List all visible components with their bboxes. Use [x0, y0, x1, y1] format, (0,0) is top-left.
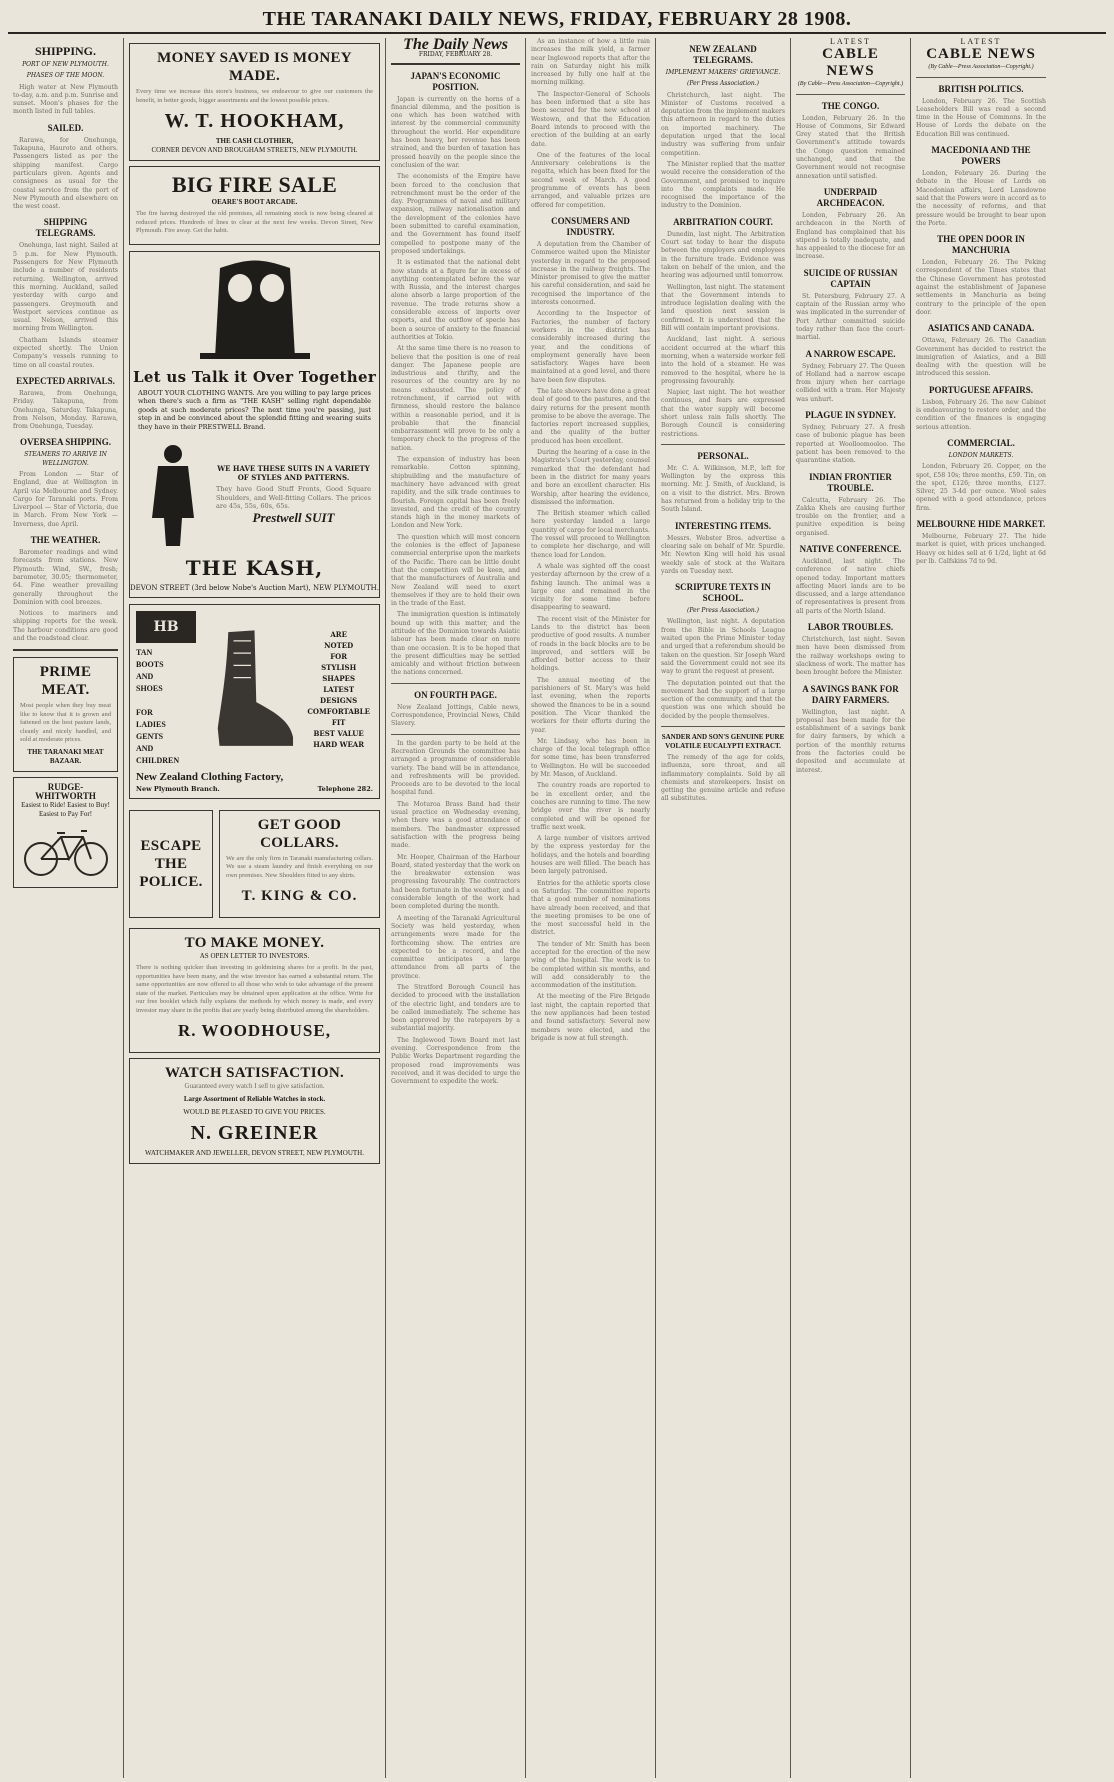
- escape-line-1: ESCAPE: [140, 837, 202, 854]
- make-money-sub: AS OPEN LETTER TO INVESTORS.: [199, 952, 310, 961]
- plague-heading: PLAGUE IN SYDNEY.: [805, 410, 896, 421]
- boot-qualities: [304, 629, 373, 750]
- hb-logo: HB: [136, 611, 196, 643]
- savings-heading: A SAVINGS BANK FOR DAIRY FARMERS.: [802, 683, 899, 705]
- text-block: Notices to mariners and shipping reports for the week. The harbour conditions are good and the roadstead clear.: [13, 610, 118, 643]
- make-money-ad: TO MAKE MONEY. AS OPEN LETTER TO INVESTORS. There is nothing quicker than investing in goldmining shares for a profit. In the past, opportunities have been many, and the wise investor has earned a substantial return. The same opportunities are now offered to all those who wish to take advantage of the present state of the market. Particulars may be obtained upon application at the office. Write for our free booklet which fully explains the methods by which money is made, and every investor may share in the profits that are yearly being distributed among the shareholders. R. WOODHOUSE,: [129, 928, 380, 1053]
- dateline: FRIDAY, FEBRUARY 28.: [418, 51, 493, 59]
- paper-title: The Daily News: [403, 38, 508, 53]
- rudge-tagline: Easiest to Ride! Easiest to Buy! Easiest to Pay For!: [21, 800, 110, 818]
- boot-quality-item: ARE: [330, 629, 347, 639]
- rudge-ad: [13, 777, 118, 888]
- men-talking-illustration: [180, 258, 330, 368]
- text-block: Onehunga, last night. Sailed at 5 p.m. for New Plymouth. Passengers for New Plymouth include a number of residents returning. Wellington, arrived this morning. Auckland, sailed yesterday with cargo and passengers. Greymouth and Westport services continue as usual. Nelson, arrived this morning from Wellington.: [13, 242, 118, 333]
- collars-ad: GET GOOD COLLARS. We are the only firm in Taranaki manufacturing collars. We use a steam laundry and finish everything on our own premises. New Shoulders fitted to any shirts. T. KING & CO.: [219, 810, 380, 919]
- boot-arcade: OEARE'S BOOT ARCADE.: [211, 198, 298, 206]
- boots-ad: [129, 604, 380, 799]
- congo-heading: THE CONGO.: [821, 100, 880, 111]
- text-block: Rarawa, from Onehunga, Friday. Takapuna, from Onehunga, Saturday. Takapuna, from Nelson, Monday. Rarawa, from Onehunga, Tuesday.: [13, 389, 118, 431]
- greiner-name: N. GREINER: [190, 1122, 319, 1145]
- native-heading: NATIVE CONFERENCE.: [799, 543, 902, 554]
- hookham-ad: MONEY SAVED IS MONEY MADE. Every time we increase this store's business, we endeavour to give our customers the benefit, in better goods, bigger assortments and the lowest possible prices. W. T. HOOKHAM, THE CASH CLOTHIER, CORNER DEVON AND BROUGHAM STREETS, NEW PLYMOUTH.: [129, 43, 380, 161]
- fire-sale-ad: BIG FIRE SALE OEARE'S BOOT ARCADE. The fire having destroyed the old premises, all remaining stock is now being cleared at reduced prices. Hundreds of lines to clear at the next few weeks. Devon Street, New Plymouth. Fire away. Get the habit.: [129, 166, 380, 245]
- boot-list: [136, 647, 196, 767]
- macedonia-heading: MACEDONIA AND THE POWERS: [931, 145, 1031, 167]
- watch-title: WATCH SATISFACTION.: [164, 1065, 345, 1082]
- boot-quality-item: HARD WEAR: [313, 739, 365, 749]
- expected-arrivals-heading: EXPECTED ARRIVALS.: [16, 375, 115, 386]
- asiatics-heading: ASIATICS AND CANADA.: [927, 323, 1035, 334]
- king-co: T. KING & CO.: [241, 888, 358, 905]
- interesting-heading: INTERESTING ITEMS.: [674, 520, 772, 531]
- money-saved-title: MONEY SAVED IS MONEY MADE.: [157, 50, 352, 84]
- boot-list-item: BOOTS: [136, 660, 164, 669]
- suits-variety: WE HAVE THESE SUITS IN A VARIETY OF STYLES AND PATTERNS.: [217, 464, 370, 483]
- collars-title: GET GOOD COLLARS.: [257, 816, 342, 851]
- labor-heading: LABOR TROUBLES.: [807, 622, 894, 633]
- british-heading: BRITISH POLITICS.: [938, 83, 1024, 94]
- prime-meat-title: PRIME MEAT.: [39, 664, 92, 699]
- column-advertisements: [124, 38, 386, 1778]
- cash-clothier: THE CASH CLOTHIER,: [215, 137, 294, 145]
- commercial-heading: COMMERCIAL.: [947, 437, 1015, 448]
- sailed-heading: SAILED.: [47, 122, 84, 133]
- column-nz-telegrams: NEW ZEALAND TELEGRAMS. IMPLEMENT MAKERS' GRIEVANCE. (Per Press Association.) Christchurch, last night. The Minister of Customs received a deputation from the implement makers this afternoon in regard to the duties on imported machinery. The deputation urged that the local industry was suffering from unfair competition. The Minister replied that the matter would receive the consideration of the Government, and promised to inquire into the complaints made. He recognised the importance of the industry to the Dominion. ARBITRATION COURT. Dunedin, last night. The Arbitration Court sat today to hear the dispute between the employers and employees in the furniture trade. Evidence was taken on behalf of the union, and the hearing was adjourned until tomorrow. Wellington, last night. The statement that the Government intends to introduce legislation dealing with the land question next session is confirmed. It is understood that the Bill will contain important provisions. Auckland, last night. A serious accident occurred at the wharf this morning, when a waterside worker fell into the hold of a steamer. He was removed to the hospital, where he is progressing favourably. Napier, last night. The hot weather continues, and fears are expressed that the water supply will become short unless rain falls shortly. The Borough Council is considering restrictions. PERSONAL. Mr. C. A. Wilkinson, M.P., left for Wellington by the express this morning. Mr. J. Smith, of Auckland, is on a visit to the district. Mrs. Brown has returned from a holiday trip to the South Island. INTERESTING ITEMS. Messrs. Webster Bros. advertise a clearing sale on behalf of Mr. Spurdle. Mr. Newton King will hold his usual weekly sale of stock at the Waitara yards on Tuesday next. SCRIPTURE TEXTS IN SCHOOL. (Per Press Association.) Wellington, last night. A deputation from the Bible in Schools League waited upon the Prime Minister today and urged that a referendum should be taken on the question. Sir Joseph Ward said the Government could not see its way to grant the request at present. The deputation pointed out that the movement had the support of a large section of the community, and that the question was one which should be decided by the people themselves. SANDER AND SON'S GENUINE PURE VOLATILE EUCALYPTI EXTRACT. The remedy of the age for colds, influenza, sore throat, and all inflammatory complaints. Sold by all chemists and storekeepers. Insist on getting the genuine article and refuse all substitutes.: [656, 38, 791, 1778]
- suicide-heading: SUICIDE OF RUSSIAN CAPTAIN: [803, 267, 898, 289]
- hookham-name: W. T. HOOKHAM,: [164, 110, 345, 132]
- narrow-escape-heading: A NARROW ESCAPE.: [805, 348, 896, 359]
- weather-heading: THE WEATHER.: [30, 535, 101, 546]
- talk-over-body: ABOUT YOUR CLOTHING WANTS. Are you willing to pay large prices when there's such a firm as "THE KASH" selling right dependable goods at such moderate prices? The next time you're passing, just step in and be convinced about the splendid fitting and wearing suits they have in their PRESTWELL Brand.: [138, 388, 371, 431]
- give-prices: WOULD BE PLEASED TO GIVE YOU PRICES.: [183, 1108, 326, 1117]
- port-heading: PORT OF NEW PLYMOUTH.: [22, 61, 109, 68]
- boot-quality-item: NOTED: [324, 640, 354, 650]
- kash-name: THE KASH,: [185, 556, 324, 580]
- woodhouse-name: R. WOODHOUSE,: [178, 1021, 331, 1041]
- eucalyptus-heading: SANDER AND SON'S GENUINE PURE VOLATILE EUCALYPTI EXTRACT.: [661, 733, 785, 750]
- melbourne-heading: MELBOURNE HIDE MARKET.: [916, 518, 1046, 529]
- text-block: High water at New Plymouth to-day, a.m. and p.m. Sunrise and sunset. Moon's phases for the month listed in full tables.: [13, 83, 118, 116]
- watch-stock: Large Assortment of Reliable Watches in stock.: [183, 1095, 326, 1104]
- shipping-heading: SHIPPING.: [34, 44, 96, 58]
- columns: [8, 38, 1106, 1778]
- shipping-telegrams-heading: SHIPPING TELEGRAMS.: [35, 217, 96, 239]
- boot-list-item: FOR: [136, 708, 153, 717]
- paper-title-block: [391, 38, 520, 65]
- kash-ad: Let us Talk it Over Together ABOUT YOUR CLOTHING WANTS. Are you willing to pay large prices when there's such a firm as "THE KASH" selling right dependable goods at such moderate prices? The next time you're passing, just step in and be convinced about the splendid fitting and wearing suits they have in their PRESTWELL Brand. WE HAVE THESE SUITS IN A VARIETY OF STYLES AND PATTERNS. They have Good Stuff Fronts, Good Square Shoulders, and Well-fitting Collars. The prices are 45s, 55s, 60s, 65s. Prestwell SUIT THE KASH, DEVON STREET (3rd below Nobe's Auction Mart), NEW PLYMOUTH.: [129, 251, 380, 599]
- column-cable-news-2: LATEST CABLE NEWS (By Cable—Press Association—Copyright.) BRITISH POLITICS. London, February 26. The Scottish Leaseholders Bill was read a second time in the House of Commons. In the House of Lords the debate on the Education Bill was continued. MACEDONIA AND THE POWERS London, February 26. During the debate in the House of Lords on Macedonian affairs, Lord Lansdowne said that the Powers were in accord as to the necessity of reforms, and that pressure would be brought to bear upon the Porte. THE OPEN DOOR IN MANCHURIA London, February 26. The Peking correspondent of the Times states that the Chinese Government has protested against the establishment of Japanese settlements in Manchuria as being contrary to the principle of the open door. ASIATICS AND CANADA. Ottawa, February 26. The Canadian Government has decided to restrict the immigration of Asiatics, and a Bill dealing with the question will be introduced this session. PORTUGUESE AFFAIRS. Lisbon, February 26. The new Cabinet is endeavouring to restore order, and the condition of the finances is engaging serious attention. COMMERCIAL. LONDON MARKETS. London, February 26. Copper, on the spot, £58 10s; three months, £59. Tin, on the spot, £126; three months, £127. Silver, 25 3-4d per ounce. Wool sales opened with a good attendance, prices firm. MELBOURNE HIDE MARKET. Melbourne, February 27. The hide market is quiet, with prices unchanged. Heavy ox hides sell at 6 1/2d, light at 6d per lb. Calfskins 7d to 9d.: [916, 38, 1046, 565]
- escape-police-ad: [129, 810, 213, 919]
- boot-list-item: [136, 695, 196, 707]
- talk-over-title: Let us Talk it Over Together: [132, 367, 377, 386]
- press-association-1: (Per Press Association.): [687, 80, 759, 88]
- boot-list-item: AND: [136, 672, 154, 681]
- open-door-heading: THE OPEN DOOR IN MANCHURIA: [937, 234, 1025, 256]
- nz-branch: New Plymouth Branch.: [136, 785, 220, 794]
- bicycle-icon: [21, 819, 111, 879]
- masthead: THE TARANAKI DAILY NEWS, FRIDAY, FEBRUARY 28 1908.: [8, 6, 1106, 34]
- column-editorial: The Daily News FRIDAY, FEBRUARY 28. JAPAN'S ECONOMIC POSITION. Japan is currently on the horns of a financial dilemma, and the position is one which has been watched with interest by the commercial community throughout the world. Her expenditure has been heavy, her revenue has been strained, and the burden of taxation has pressed heavily on the people since the conclusion of the war. The economists of the Empire have been forced to the conclusion that retrenchment must be the order of the day. Programmes of naval and military expansion, railway nationalisation and the development of the colonies have been submitted to careful examination, and the Government has found itself compelled to postpone many of the proposed undertakings. It is estimated that the national debt now stands at a figure far in excess of anything contemplated before the war with Russia, and the interest charges alone absorb a large proportion of the revenue. The trade returns show a considerable excess of imports over exports, and the outflow of specie has been a source of anxiety to the financial authorities at Tokio. At the same time there is no reason to believe that the position is one of real danger. The Japanese people are industrious and thrifty, and the resources of the country are by no means exhausted. The policy of retrenchment, if carried out with firmness, should restore the balance within a reasonable period, and it is probable that the financial embarrassment will prove to be only a temporary check to the progress of the nation. The expansion of industry has been remarkable. Cotton spinning, shipbuilding and the manufacture of machinery have advanced with great rapidity, and the silk trade continues to flourish. Foreign capital has been freely invested, and the credit of the country stands high in the money markets of London and New York. The question which will most concern the colonies is the effect of Japanese commercial enterprise upon the markets of the Pacific. There can be little doubt that the competition will be keen, and that the manufacturers of Australia and New Zealand will need to exert themselves if they are to hold their own in the trade of the East. The immigration question is intimately bound up with this matter, and the attitude of the Dominion towards Asiatic labour has been made clear on more than one occasion. It is to be hoped that the present difficulties may be settled amicably and without friction between the nations concerned. ON FOURTH PAGE. New Zealand Jottings, Cable news, Correspondence, Provincial News, Child Slavery. In the garden party to be held at the Recreation Grounds the committee has arranged a programme of considerable variety. The band will be in attendance, and refreshments will be provided. Proceeds are to be devoted to the local hospital fund. The Moturoa Brass Band had their usual practice on Wednesday evening, when there was a good attendance of members. The bandmaster expressed satisfaction with the progress being made. Mr. Hooper, Chairman of the Harbour Board, stated yesterday that the work on the breakwater extension was progressing favourably. The contractors had been fortunate in the weather, and a considerable length of the work had been completed during the month. A meeting of the Taranaki Agricultural Society was held yesterday, when arrangements were made for the forthcoming show. The entries are expected to be a record, and the committee anticipates a large attendance from all parts of the province. The Stratford Borough Council has decided to proceed with the installation of the electric light, and tenders are to be called immediately. The scheme has been approved by the ratepayers by a substantial majority. The Inglewood Town Board met last evening. Correspondence from the Public Works Department regarding the proposed road improvements was received, and it was decided to urge the Government to expedite the work.: [386, 38, 526, 1778]
- column-cable-news-1: LATEST CABLE NEWS (By Cable—Press Association—Copyright.) THE CONGO. London, February 26. In the House of Commons, Sir Edward Grey stated that the British Government's attitude towards the Congo question remained unchanged, and that the Government would not recognise annexation until satisfied. UNDERPAID ARCHDEACON. London, February 26. An archdeacon in the North of England has complained that his stipend is totally inadequate, and has appealed to the diocese for an increase. SUICIDE OF RUSSIAN CAPTAIN St. Petersburg, February 27. A captain of the Russian army who was implicated in the surrender of Port Arthur committed suicide today rather than face the court-martial. A NARROW ESCAPE. Sydney, February 27. The Queen of Holland had a narrow escape from injury when her carriage collided with a tram. Her Majesty was unhurt. PLAGUE IN SYDNEY. Sydney, February 27. A fresh case of bubonic plague has been reported at Woolloomooloo. The patient has been removed to the quarantine station. INDIAN FRONTIER TROUBLE. Calcutta, February 26. The Zakka Khels are causing further trouble on the frontier, and a punitive expedition is being organised. NATIVE CONFERENCE. Auckland, last night. The conference of native chiefs opened today. Important matters affecting Maori lands are to be discussed, and a large attendance of representatives is present from all parts of the North Island. LABOR TROUBLES. Christchurch, last night. Seven men have been dismissed from the railway workshops owing to slackness of work. The matter has been brought before the Minister. A SAVINGS BANK FOR DAIRY FARMERS. Wellington, last night. A proposal has been made for the establishment of a savings bank for dairy farmers, by which a portion of the monthly returns from the factories could be deposited and accumulate at interest.: [791, 38, 911, 1778]
- boot-quality-item: FOR: [330, 651, 348, 661]
- boot-list-item: LADIES: [136, 720, 166, 729]
- london-markets-heading: LONDON MARKETS.: [948, 451, 1014, 459]
- fourth-page-heading: ON FOURTH PAGE.: [414, 689, 497, 700]
- japan-heading: JAPAN'S ECONOMIC POSITION.: [410, 70, 501, 92]
- press-association-2: (Per Press Association.): [687, 607, 759, 615]
- prestwell-brand: Prestwell SUIT: [252, 509, 335, 525]
- text-block: Rarawa, for Onehunga, Takapuna, Hauroto and others. Passengers listed as per the shipping manifest. Cargo particulars given. Agents and consignees as usual for the coastal service from the port of New Plymouth and elsewhere on the west coast.: [13, 136, 118, 211]
- text-block: Barometer readings and wind forecasts from stations. New Plymouth: Wind, SW., fresh; barometer, 30.05; thermometer, 64. Fine weather prevailing generally throughout the Dominion with cool breezes.: [13, 549, 118, 606]
- oversea-heading: OVERSEA SHIPPING.: [19, 437, 112, 448]
- boot-illustration: [202, 614, 298, 764]
- boot-list-item: AND: [136, 744, 154, 753]
- boot-list-item: SHOES: [136, 684, 163, 693]
- text-block: From London — Star of England, due at Wellington in April via Melbourne and Sydney. Cargo for Taranaki ports. From Liverpool — Star of Victoria, due in March. From New York — Inverness, due April.: [13, 470, 118, 528]
- escape-line-2: THE: [154, 855, 188, 872]
- boot-list-item: GENTS: [136, 732, 164, 741]
- make-money-title: TO MAKE MONEY.: [184, 935, 325, 952]
- personal-heading: PERSONAL.: [697, 450, 749, 461]
- boot-quality-item: STYLISH SHAPES: [321, 662, 357, 683]
- cable-header-1: LATEST CABLE NEWS (By Cable—Press Association—Copyright.): [797, 38, 904, 88]
- consumers-heading: CONSUMERS AND INDUSTRY.: [551, 215, 630, 237]
- hookham-address: CORNER DEVON AND BROUGHAM STREETS, NEW PLYMOUTH.: [151, 146, 358, 154]
- nz-telegrams-heading: NEW ZEALAND TELEGRAMS.: [689, 44, 757, 65]
- frontier-heading: INDIAN FRONTIER TROUBLE.: [809, 471, 892, 493]
- moon-heading: PHASES OF THE MOON.: [26, 72, 105, 80]
- boot-quality-item: COMFORTABLE FIT: [307, 706, 370, 727]
- nz-phone: Telephone 282.: [317, 785, 373, 794]
- greiner-ad: WATCH SATISFACTION. Guaranteed every watch I sell to give satisfaction. Large Assortment of Reliable Watches in stock. WOULD BE PLEASED TO GIVE YOU PRICES. N. GREINER WATCHMAKER AND JEWELLER, DEVON STREET, NEW PLYMOUTH.: [129, 1058, 380, 1164]
- boot-list-item: TAN: [136, 648, 153, 657]
- fire-sale-title: BIG FIRE SALE: [171, 172, 338, 197]
- rudge-title: RUDGE-WHITWORTH: [35, 781, 96, 801]
- portuguese-heading: PORTUGUESE AFFAIRS.: [928, 384, 1034, 395]
- nz-clothing-factory: New Zealand Clothing Factory,: [136, 771, 284, 783]
- underpaid-heading: UNDERPAID ARCHDEACON.: [816, 186, 885, 208]
- boot-quality-item: BEST VALUE: [313, 728, 364, 738]
- cable-header-2: LATEST CABLE NEWS (By Cable—Press Association—Copyright.): [926, 38, 1036, 71]
- suited-man-illustration: [138, 438, 208, 548]
- boot-quality-item: LATEST DESIGNS: [320, 684, 358, 705]
- steamers-heading: STEAMERS TO ARRIVE IN WELLINGTON.: [24, 451, 107, 467]
- column-shipping: [8, 38, 124, 1778]
- greiner-sub: WATCHMAKER AND JEWELLER, DEVON STREET, NEW PLYMOUTH.: [145, 1149, 364, 1158]
- prime-meat-ad: PRIME MEAT. Most people when they buy meat like to know that it is grown and fattened on the best pasture lands, cleanly and nicely handled, and sold at moderate prices. THE TARANAKI MEAT BAZAAR.: [13, 657, 118, 772]
- kash-address: DEVON STREET (3rd below Nobe's Auction Mart), NEW PLYMOUTH.: [130, 584, 379, 592]
- meat-bazaar-name: THE TARANAKI MEAT BAZAAR.: [27, 747, 104, 765]
- escape-line-3: POLICE.: [139, 873, 203, 890]
- arbitration-heading: ARBITRATION COURT.: [673, 216, 773, 227]
- column-news: As an instance of how a little rain increases the milk yield, a farmer near Inglewood reports that after the rain on Saturday night his milk increased by fully one half at the morning milking. The Inspector-General of Schools has been informed that a site has been secured for the new school at Westown, and that the Education Board intends to proceed with the erection of the building at an early date. One of the features of the local Anniversary celebrations is the regatta, which has been fixed for the second week of March. A good programme of events has been arranged, and valuable prizes are offered for competition. CONSUMERS AND INDUSTRY. A deputation from the Chamber of Commerce waited upon the Minister yesterday in regard to the proposed increase in the railway freights. The Minister promised to give the matter his careful consideration, and said he recognised the importance of the interests concerned. According to the Inspector of Factories, the number of factory workers in the district has considerably increased during the year, and the conditions of employment generally have been satisfactory. Wages have been maintained at a good level, and there have been few disputes. The late showers have done a great deal of good to the pastures, and the dairy returns for the present month promise to be above the average. The factories report increased supplies, and the quality of the butter produced has been excellent. During the hearing of a case in the Magistrate's Court yesterday, counsel remarked that the defendant had been in the district for many years and bore an excellent character. His Worship, after hearing the evidence, dismissed the information. The British steamer which called here yesterday landed a large quantity of cargo for local merchants. The vessel will proceed to Wellington to complete her discharge, and will thence load for London. A whale was sighted off the coast yesterday afternoon by the crew of a fishing launch. The animal was a large one and remained in the vicinity for some time before disappearing to seaward. The recent visit of the Minister for Lands to the district has been productive of good results. A number of roads in the back blocks are to be improved, and settlers will be afforded better access to their holdings. The annual meeting of the parishioners of St. Mary's was held last evening, when the reports showed the finances to be in a sound position. The Vicar thanked the workers for their efforts during the year. Mr. Lindsay, who has been in charge of the local telegraph office for some time, has been transferred to Wellington. He will be succeeded by Mr. Mason, of Auckland. The country roads are reported to be in excellent order, and the coaches are running to time. The new bridge over the river is nearly completed and will be opened for traffic next week. A large number of visitors arrived by the express yesterday for the holidays, and the hotels and boarding houses are well filled. The beach has been largely patronised. Entries for the athletic sports close on Saturday. The committee reports that a good number of nominations have already been received, and that the meeting promises to be one of the most successful held in the district. The tender of Mr. Smith has been accepted for the erection of the new wing of the hospital. The work is to be completed within six months, and will add considerably to the accommodation of the institution. At the meeting of the Fire Brigade last night, the captain reported that the new appliances had been tested and found satisfactory. Several new members were elected, and the brigade is now at full strength.: [526, 38, 656, 1778]
- implement-heading: IMPLEMENT MAKERS' GRIEVANCE.: [665, 69, 781, 76]
- text-block: Chatham Islands steamer expected shortly. The Union Company's vessels running to time on all coastal routes.: [13, 336, 118, 369]
- scripture-heading: SCRIPTURE TEXTS IN SCHOOL.: [675, 582, 771, 604]
- boot-list-item: CHILDREN: [136, 756, 180, 765]
